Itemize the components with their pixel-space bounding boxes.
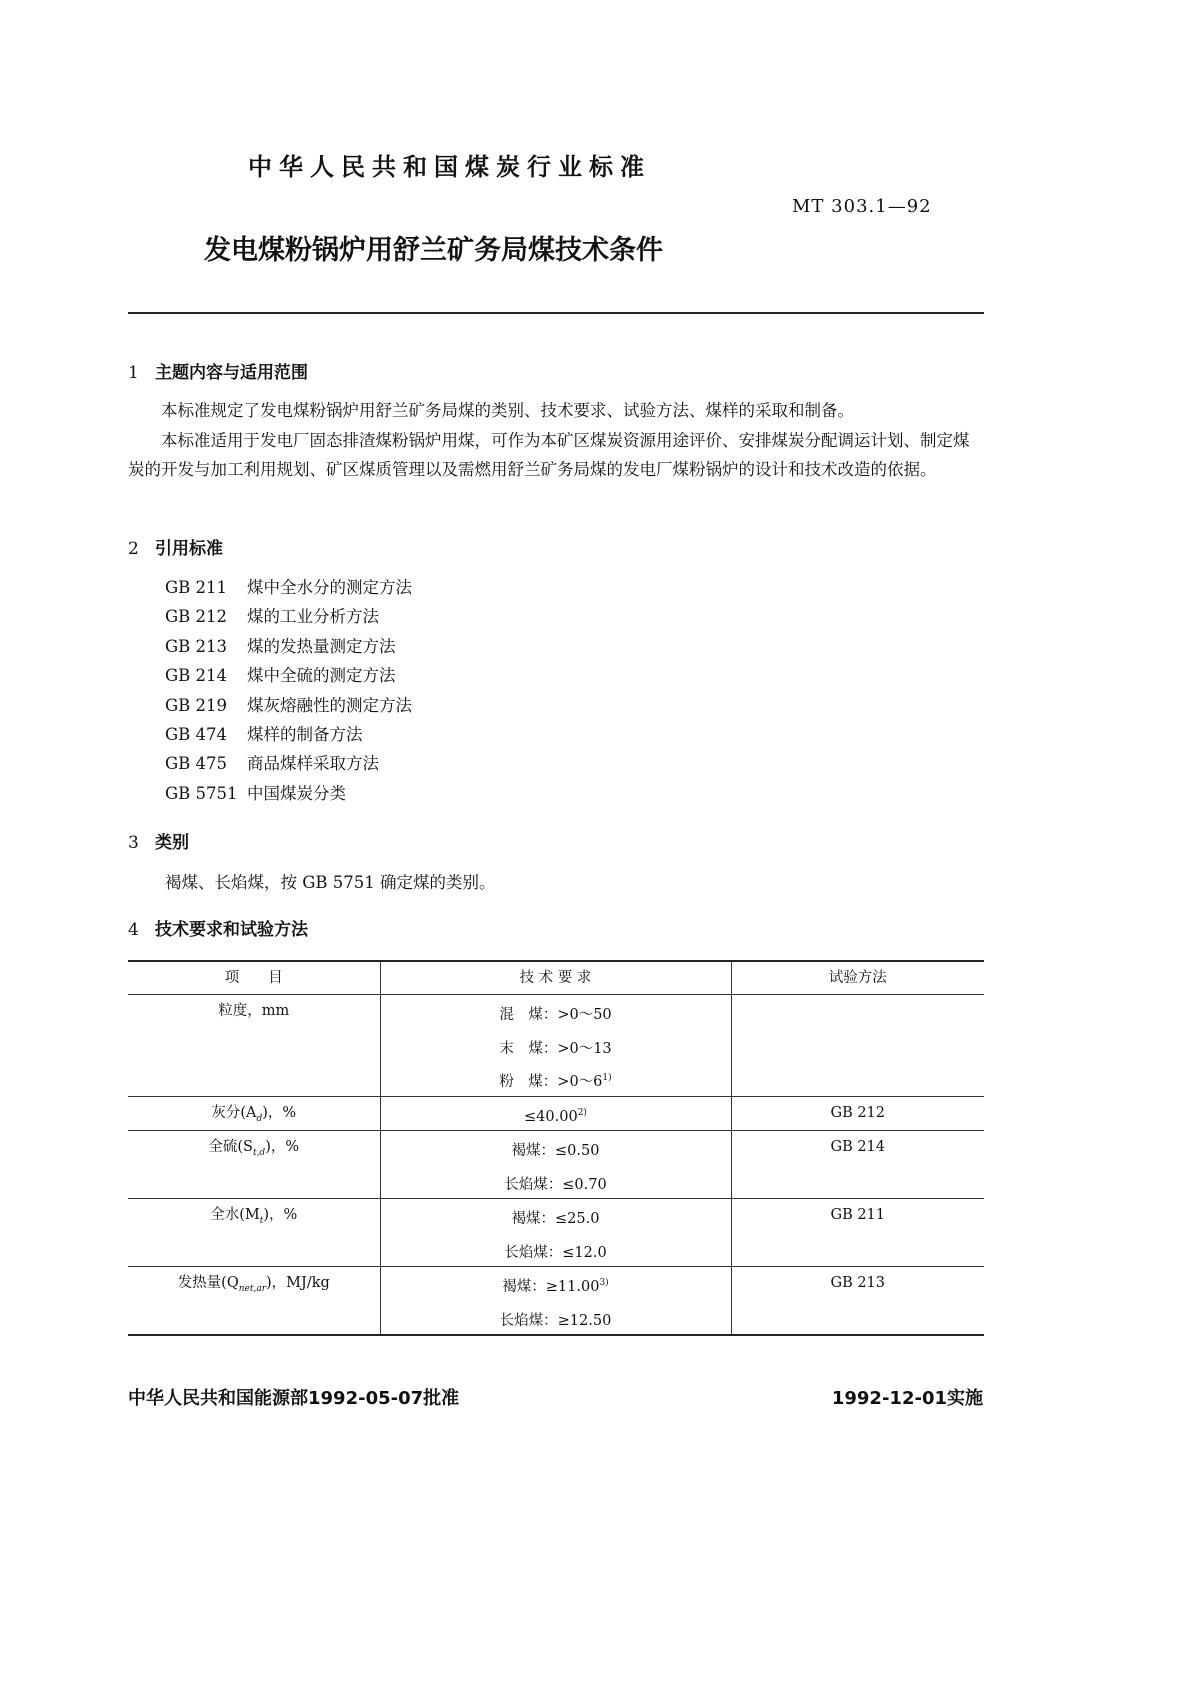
- section-1-para-2: 本标准适用于发电厂固态排渣煤粉锅炉用煤，可作为本矿区煤炭资源用途评价、安排煤炭分配调运计划、制定煤炭的开发与加工利用规划、矿区煤质管理以及需燃用舒兰矿务局煤的发电厂煤粉锅炉的设计和技术改造的依据。: [128, 430, 970, 479]
- reference-code: GB 211: [165, 578, 228, 597]
- requirement-line: 粉 煤：$>0\sim 6^{1)}$: [499, 1073, 612, 1090]
- item-cell: 灰分$(A_d)$，%: [128, 1096, 380, 1131]
- requirement-line: 混 煤：>0～50: [499, 1006, 612, 1023]
- requirement-line: 末 煤：>0～13: [499, 1040, 612, 1057]
- reference-code: GB 213: [165, 636, 228, 656]
- tech-requirements-table: [128, 960, 984, 1336]
- header-rule: [128, 312, 984, 314]
- table-row: [128, 1267, 984, 1336]
- requirement-line: 褐煤：≤0.50: [511, 1142, 600, 1159]
- reference-title: 商品煤样采取方法: [247, 754, 379, 774]
- reference-code: GB 474: [165, 725, 228, 744]
- requirement-line: 长焰煤：≥12.50: [499, 1312, 612, 1329]
- item-cell: 全硫$(S_{t,d})$，%: [128, 1131, 380, 1199]
- reference-item: [165, 780, 346, 804]
- table-row: [128, 1199, 984, 1267]
- section-1-heading: 1 主题内容与适用范围: [128, 363, 309, 383]
- method-cell: GB 213: [731, 1267, 984, 1336]
- table-row: [128, 1131, 984, 1199]
- reference-item: [165, 633, 396, 657]
- table-row: [128, 1096, 984, 1131]
- header-requirement: 技 术 要 求: [380, 961, 731, 995]
- method-cell: GB 211: [731, 1199, 984, 1267]
- table-header-row: [128, 961, 984, 995]
- header-method: 试验方法: [731, 961, 984, 995]
- requirement-cell: [380, 1096, 731, 1131]
- reference-title: 煤的发热量测定方法: [247, 636, 396, 656]
- item-cell: 粒度，mm: [128, 995, 380, 1097]
- section-2-heading: 2 引用标准: [128, 539, 224, 559]
- reference-item: [165, 692, 412, 716]
- section-3-para: 褐煤、长焰煤，按 GB 5751 确定煤的类别。: [165, 873, 496, 892]
- method-cell: GB 212: [731, 1096, 984, 1131]
- reference-item: [165, 574, 412, 598]
- approval-date: 中华人民共和国能源部1992-05-07批准: [128, 1388, 460, 1409]
- reference-item: [165, 662, 396, 686]
- item-cell: 全水$(M_t)$，%: [128, 1199, 380, 1267]
- standard-type: 中华人民共和国煤炭行业标准: [248, 153, 651, 181]
- reference-title: 煤中全水分的测定方法: [247, 578, 412, 597]
- requirement-cell: [380, 1131, 731, 1199]
- requirement-line: $\le 40.00^{2)}$: [524, 1107, 587, 1125]
- reference-code: GB 214: [165, 666, 228, 686]
- header-item: 项 目: [128, 961, 380, 995]
- standard-code: MT 303.1—92: [792, 196, 932, 217]
- reference-code: GB 475: [165, 754, 228, 774]
- reference-item: [165, 750, 379, 774]
- reference-code: GB 5751: [165, 783, 238, 803]
- requirement-line: 长焰煤：≤0.70: [504, 1176, 607, 1193]
- reference-title: 煤样的制备方法: [247, 725, 363, 744]
- reference-item: [165, 603, 379, 627]
- item-cell: 发热量$(Q_{net,ar})$，MJ/kg: [128, 1267, 380, 1336]
- reference-code: GB 212: [165, 607, 228, 627]
- requirement-line: 褐煤：$\ge 11.00^{3)}$: [502, 1278, 609, 1295]
- document-title: 发电煤粉锅炉用舒兰矿务局煤技术条件: [204, 235, 663, 266]
- reference-title: 煤灰熔融性的测定方法: [247, 695, 412, 715]
- requirement-line: 褐煤：≤25.0: [511, 1210, 600, 1227]
- reference-code: GB 219: [165, 695, 228, 715]
- effective-date: 1992-12-01实施: [831, 1388, 983, 1409]
- section-3-heading: 3 类别: [128, 833, 190, 853]
- method-cell: GB 214: [731, 1131, 984, 1199]
- reference-title: 中国煤炭分类: [247, 783, 346, 803]
- requirement-line: 长焰煤：≤12.0: [504, 1244, 607, 1261]
- method-cell: [731, 995, 984, 1097]
- reference-title: 煤的工业分析方法: [247, 607, 379, 627]
- reference-item: [165, 721, 363, 745]
- section-1-para-1: 本标准规定了发电煤粉锅炉用舒兰矿务局煤的类别、技术要求、试验方法、煤样的采取和制备。: [161, 401, 854, 420]
- requirement-cell: [380, 995, 731, 1097]
- section-4-heading: 4 技术要求和试验方法: [128, 920, 309, 940]
- reference-title: 煤中全硫的测定方法: [247, 666, 396, 686]
- requirement-cell: [380, 1267, 731, 1336]
- requirement-cell: [380, 1199, 731, 1267]
- table-row: [128, 995, 984, 1097]
